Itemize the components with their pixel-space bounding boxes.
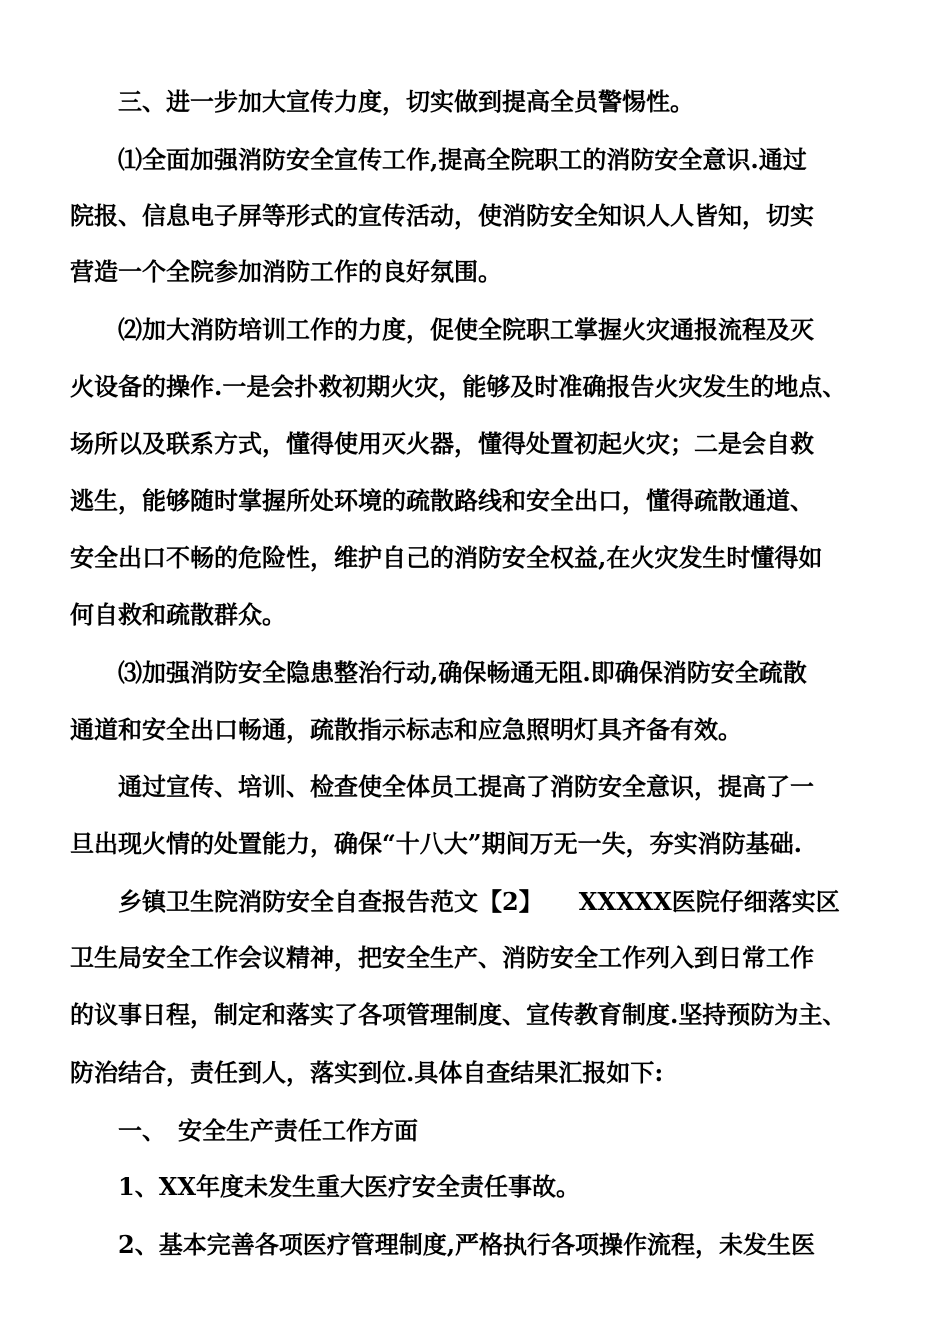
paragraph-line: 火设备的操作.一是会扑救初期火灾，能够及时准确报告火灾发生的地点、 bbox=[70, 372, 847, 401]
paragraph-line: 营造一个全院参加消防工作的良好氛围。 bbox=[70, 257, 502, 286]
paragraph-line: 通道和安全出口畅通，疏散指示标志和应急照明灯具齐备有效。 bbox=[70, 715, 742, 744]
paragraph-line: 何自救和疏散群众。 bbox=[70, 600, 286, 629]
paragraph-line: ⑶加强消防安全隐患整治行动,确保畅通无阻.即确保消防安全疏散 bbox=[118, 658, 807, 687]
paragraph-line: 卫生局安全工作会议精神，把安全生产、消防安全工作列入到日常工作 bbox=[70, 943, 814, 972]
paragraph-line: 安全出口不畅的危险性，维护自己的消防安全权益,在火灾发生时懂得如 bbox=[70, 543, 823, 572]
list-item: 2、基本完善各项医疗管理制度,严格执行各项操作流程，未发生医 bbox=[118, 1230, 816, 1259]
paragraph-line: 逃生，能够随时掌握所处环境的疏散路线和安全出口，懂得疏散通道、 bbox=[70, 486, 814, 515]
paragraph-line: 旦出现火情的处置能力，确保“十八大”期间万无一失，夯实消防基础. bbox=[70, 829, 802, 858]
paragraph-line: ⑴全面加强消防安全宣传工作,提高全院职工的消防安全意识.通过 bbox=[118, 145, 807, 174]
list-item: 1、XX年度未发生重大医疗安全责任事故。 bbox=[118, 1172, 580, 1201]
paragraph-line: ⑵加大消防培训工作的力度，促使全院职工掌握火灾通报流程及灭 bbox=[118, 315, 814, 344]
paragraph-line: 院报、信息电子屏等形式的宣传活动，使消防安全知识人人皆知，切实 bbox=[70, 201, 814, 230]
report-title-line: 乡镇卫生院消防安全自查报告范文【2】 XXXXX医院仔细落实区 bbox=[118, 887, 840, 916]
paragraph-line: 防治结合，责任到人，落实到位.具体自查结果汇报如下: bbox=[70, 1058, 664, 1087]
section-heading-3: 三、进一步加大宣传力度，切实做到提高全员警惕性。 bbox=[118, 87, 694, 116]
paragraph-line: 通过宣传、培训、检查使全体员工提高了消防安全意识，提高了一 bbox=[118, 772, 814, 801]
paragraph-line: 的议事日程，制定和落实了各项管理制度、宣传教育制度.坚持预防为主、 bbox=[70, 1000, 847, 1029]
paragraph-line: 场所以及联系方式，懂得使用灭火器，懂得处置初起火灾；二是会自救 bbox=[70, 429, 814, 458]
section-heading-1: 一、 安全生产责任工作方面 bbox=[118, 1116, 418, 1145]
